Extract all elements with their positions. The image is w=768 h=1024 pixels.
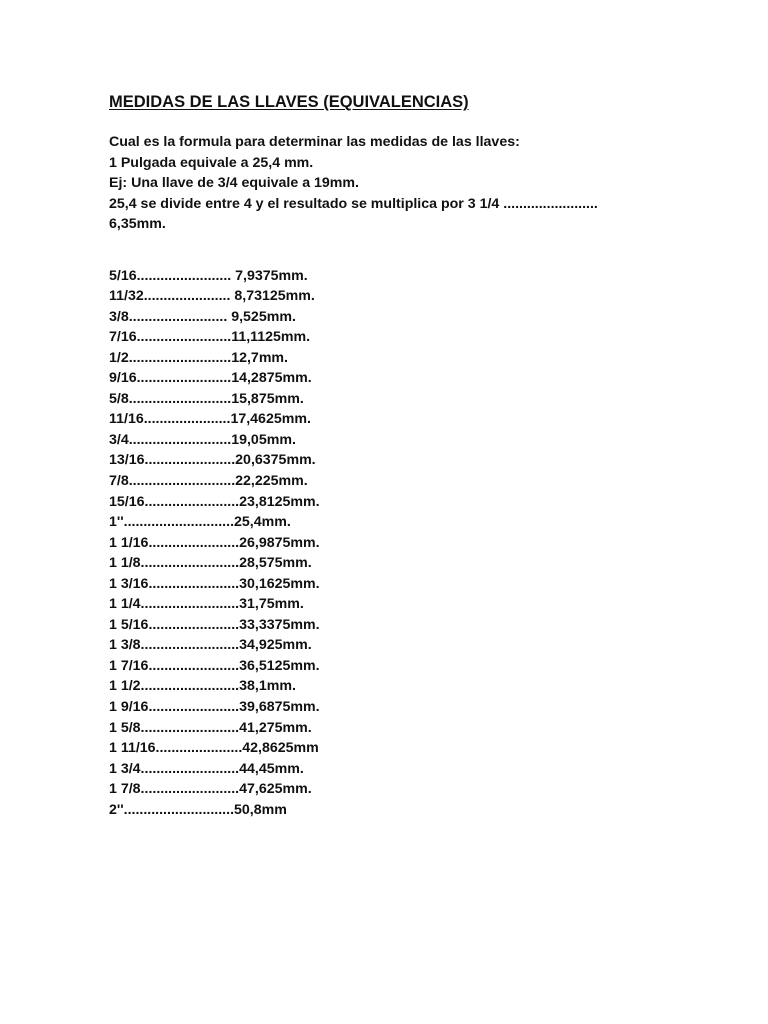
equivalence-row: 1 7/16.......................36,5125mm. [109, 657, 320, 674]
equivalence-row: 13/16.......................20,6375mm. [109, 452, 316, 469]
equivalence-row: 1 5/16.......................33,3375mm. [109, 616, 320, 633]
equivalence-row: 1 9/16.......................39,6875mm. [109, 698, 320, 715]
intro-line: 1 Pulgada equivale a 25,4 mm. [109, 154, 314, 171]
equivalence-row: 9/16........................14,2875mm. [109, 370, 312, 387]
equivalence-list [109, 266, 729, 821]
equivalence-row: 1 3/8.........................34,925mm. [109, 637, 312, 654]
equivalence-row: 3/4..........................19,05mm. [109, 431, 296, 448]
equivalence-row: 1 11/16......................42,8625mm [109, 740, 319, 757]
intro-line: Ej: Una llave de 3/4 equivale a 19mm. [109, 175, 359, 191]
equivalence-row: 3/8......................... 9,525mm. [109, 308, 296, 325]
equivalence-row: 1 1/16.......................26,9875mm. [109, 534, 320, 551]
equivalence-row: 7/8...........................22,225mm. [109, 472, 308, 489]
equivalence-row: 1 1/4.........................31,75mm. [109, 596, 304, 613]
equivalence-row: 15/16........................23,8125mm. [109, 493, 320, 510]
intro-paragraph [109, 132, 729, 235]
equivalence-row: 1 3/16.......................30,1625mm. [109, 575, 320, 592]
equivalence-row: 1''............................25,4mm. [109, 514, 291, 531]
equivalence-row: 5/16........................ 7,9375mm. [109, 267, 308, 284]
equivalence-row: 11/32...................... 8,73125mm. [109, 288, 315, 305]
intro-line: Cual es la formula para determinar las medidas de las llaves: [109, 134, 520, 150]
equivalence-row: 5/8..........................15,875mm. [109, 390, 304, 407]
document-body [109, 92, 729, 820]
equivalence-row: 11/16......................17,4625mm. [109, 411, 311, 428]
equivalence-row: 1 3/4.........................44,45mm. [109, 760, 304, 777]
equivalence-row: 1 1/8.........................28,575mm. [109, 555, 312, 572]
equivalence-row: 1 7/8.........................47,625mm. [109, 781, 312, 798]
equivalence-row: 1/2..........................12,7mm. [109, 349, 288, 366]
equivalence-row: 1 1/2.........................38,1mm. [109, 678, 296, 695]
equivalence-row: 1 5/8.........................41,275mm. [109, 719, 312, 736]
equivalence-row: 2''............................50,8mm [109, 801, 287, 818]
document-title: MEDIDAS DE LAS LLAVES (EQUIVALENCIAS) [109, 93, 469, 111]
intro-line: 6,35mm. [109, 216, 166, 232]
equivalence-row: 7/16........................11,1125mm. [109, 329, 311, 346]
intro-line: 25,4 se divide entre 4 y el resultado se multiplica por 3 1/4 ........................ [109, 195, 598, 212]
